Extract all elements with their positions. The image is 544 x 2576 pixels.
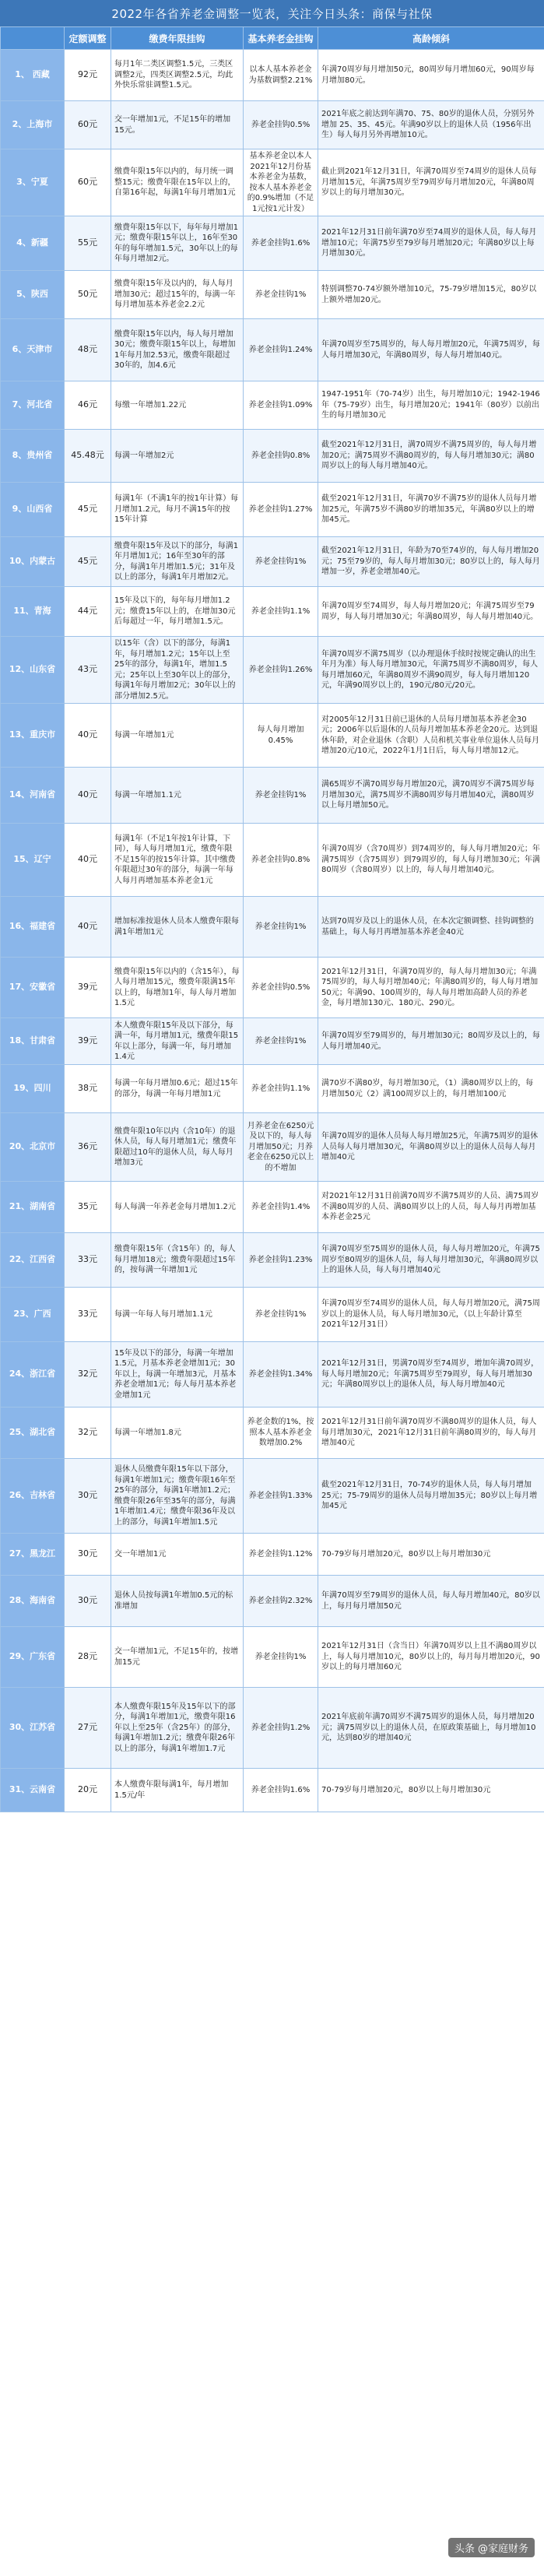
- elderly-cell: 2021年12月31日（含当日）年满70周岁以上且不满80周岁以上，每人每月增加10元，80岁以上的，每月每月增加20元，90岁以上的每月增加60元: [318, 1627, 544, 1688]
- elderly-cell: 达到70周岁及以上的退休人员，在本次定额调整、挂钩调整的基础上，每人每月再增加基本养老金40元: [318, 897, 544, 958]
- pension-cell: 养老金挂钩1.26%: [244, 637, 318, 704]
- amount-cell: 32元: [65, 1407, 111, 1459]
- pension-cell: 养老金挂钩1.1%: [244, 1065, 318, 1113]
- pension-cell: 养老金数的1%，按照本人基本养老金数增加0.2%: [244, 1407, 318, 1459]
- years-cell: 每人每满一年养老金每月增加1.2元: [111, 1182, 244, 1233]
- pension-cell: 养老金挂钩1.23%: [244, 1233, 318, 1288]
- years-cell: 每满1年（不满1年的按1年计算）每月增加1.2元，每月不满15年的按15年计算: [111, 483, 244, 537]
- table-row: [1, 1018, 544, 1065]
- province-cell: 10、内蒙古: [1, 537, 65, 587]
- elderly-cell: 年满70周岁至74周岁的退休人员，每人每月增加20元，满75周岁以上的退休人员，每人每月增加30元，（以上年龄计算至2021年12月31日）: [318, 1288, 544, 1342]
- elderly-cell: 2021年12月31日前年满70周岁不满80周岁的退休人员，每人每月增加30元，2021年12月31日前年满80周岁的，每人每月增加40元: [318, 1407, 544, 1459]
- amount-cell: 44元: [65, 587, 111, 637]
- pension-cell: 基本养老金以本人2021年12月份基本养老金为基数，按本人基本养老金的0.9%增加（不足1元按1元计发）: [244, 149, 318, 216]
- table-row: [1, 101, 544, 149]
- amount-cell: 60元: [65, 149, 111, 216]
- province-cell: 20、北京市: [1, 1113, 65, 1182]
- amount-cell: 32元: [65, 1342, 111, 1407]
- province-cell: 1、 西藏: [1, 50, 65, 101]
- years-cell: 缴费年限15年（含15年）的，每人每月增加18元；缴费年限超过15年的，按每满一年增加1元: [111, 1233, 244, 1288]
- pension-cell: 养老金挂钩0.5%: [244, 101, 318, 149]
- pension-cell: 养老金挂钩1.34%: [244, 1342, 318, 1407]
- amount-cell: 45元: [65, 537, 111, 587]
- pension-cell: 养老金挂钩1.6%: [244, 216, 318, 271]
- table-row: [1, 1233, 544, 1288]
- table-row: [1, 824, 544, 897]
- years-cell: 交一年增加1元，不足15年的增加15元。: [111, 101, 244, 149]
- province-cell: 12、山东省: [1, 637, 65, 704]
- years-cell: 每缴一年增加1.22元: [111, 381, 244, 430]
- years-cell: 每满一年每人每月增加1.1元: [111, 1288, 244, 1342]
- years-cell: 缴费年限15年以内，每人每月增加30元；缴费年限15年以上，每增加1年每月加2.53元，缴费年限超过30年的，加4.6元: [111, 319, 244, 381]
- table-row: [1, 1627, 544, 1688]
- elderly-cell: 2021年12月31日，男满70周岁至74周岁，增加年满70周岁，每人每月增加20元；年满75周岁至79周岁，每人每月增加30元；年满80周岁以上的退休人员，每人每月增加40元: [318, 1342, 544, 1407]
- amount-cell: 46元: [65, 381, 111, 430]
- pension-cell: 养老金挂钩1.6%: [244, 1769, 318, 1812]
- amount-cell: 39元: [65, 958, 111, 1018]
- header-row: [1, 27, 544, 50]
- years-cell: 每满一年每月增加0.6元；超过15年的部分，每满一年每月增加1元: [111, 1065, 244, 1113]
- elderly-cell: 2021年12月31日，年满70周岁的，每人每月增加30元；年满75周岁的，每人每月增加40元；年满80周岁的，每人每月增加50元；年满90、100周岁的，每人每月增加高龄人员的养老金，每月增加130元、180元、290元。: [318, 958, 544, 1018]
- years-cell: 缴费年限15年及以下的部分，每满1年月增加1元；16年至30年的部分，每满1年月增加1.5元；31年及以上的部分，每满1年月增加2元。: [111, 537, 244, 587]
- pension-cell: 养老金挂钩0.5%: [244, 958, 318, 1018]
- elderly-cell: 年满70周岁（含70周岁）到74周岁的，每人每月增加20元；年满75周岁（含75周岁）到79周岁的，每人每月增加30元；年满80周岁（含80周岁）以上的，每人每月增加40元。: [318, 824, 544, 897]
- province-cell: 21、湖南省: [1, 1182, 65, 1233]
- table-row: [1, 149, 544, 216]
- table-row: [1, 1288, 544, 1342]
- province-cell: 15、辽宁: [1, 824, 65, 897]
- pension-cell: 以本人基本养老金为基数调整2.21%: [244, 50, 318, 101]
- years-cell: 每满一年增加1元: [111, 704, 244, 768]
- table-row: [1, 1182, 544, 1233]
- province-cell: 16、福建省: [1, 897, 65, 958]
- amount-cell: 35元: [65, 1182, 111, 1233]
- amount-cell: 45.48元: [65, 430, 111, 483]
- amount-cell: 48元: [65, 319, 111, 381]
- years-cell: 交一年增加1元，不足15年的，按增加15元: [111, 1627, 244, 1688]
- pension-cell: 养老金挂钩1.2%: [244, 1688, 318, 1769]
- pension-cell: 养老金挂钩1%: [244, 271, 318, 319]
- province-cell: 13、重庆市: [1, 704, 65, 768]
- pension-cell: 月养老金在6250元及以下的，每人每月增加50元；月养老金在6250元以上的不增加: [244, 1113, 318, 1182]
- years-cell: 以15年（含）以下的部分，每满1年，每月增加1.2元；15年以上至25年的部分，每满1年，增加1.5元；25年以上至30年以上的部分，每满1年每月增加2元；30年以上的部分增加2.5元。: [111, 637, 244, 704]
- table-row: [1, 430, 544, 483]
- years-cell: 退休人员缴费年限15年以下部分，每满1年增加1元；缴费年限16年至25年的部分，每满1年增加1.2元；缴费年限26年至35年的部分，每满1年增加1.4元；缴费年限36年及以上的部分，每满1年增加1.5元: [111, 1459, 244, 1534]
- table-row: [1, 587, 544, 637]
- years-cell: 缴费年限15年及以内的，每人每月增加30元；超过15年的，每满一年每月增加基本养老金2.2元: [111, 271, 244, 319]
- elderly-cell: 年满70周岁至75周岁的退休人员，每人每月增加20元，年满75周岁至80周岁的退休人员，每人每月增加30元，年满80周岁以上的退休人员，每人每月增加40元: [318, 1233, 544, 1288]
- years-cell: 缴费年限15年以下，每年每月增加1元；缴费年限15年以上，16年至30年的每年增加1.5元，30年以上的每年每月增加2元。: [111, 216, 244, 271]
- pension-cell: 养老金挂钩1.09%: [244, 381, 318, 430]
- years-cell: 本人缴费年限15年及15年以下的部分，每满1年增加1元，缴费年限16年以上至25年（含25年）的部分，每满1年增加1.2元；缴费年限26年以上的部分，每满1年增加1.7元: [111, 1688, 244, 1769]
- years-cell: 缴费年限15年以内的，每月统一调整15元；缴费年限在15年以上的，自第16年起，每满1年每月增加1元: [111, 149, 244, 216]
- elderly-cell: 对2005年12月31日前已退休的人员每月增加基本养老金30元；2006年以后退休的人员每月增加基本养老金20元。达到退休年龄，对企业退休（含职）人员和机关事业单位退休人员每月增加20元/10元，2022年1月1日后，每人每月增加12元。: [318, 704, 544, 768]
- page-title: 2022年各省养老金调整一览表，关注今日头条：商保与社保: [0, 0, 544, 26]
- table-row: [1, 1576, 544, 1627]
- header-years: 缴费年限挂钩: [111, 27, 244, 50]
- years-cell: 缴费年限15年以内的（含15年），每人每月增加15元，缴费年限满15年以上的，每增加1年，每人每月增加1.5元: [111, 958, 244, 1018]
- province-cell: 6、天津市: [1, 319, 65, 381]
- province-cell: 8、贵州省: [1, 430, 65, 483]
- pension-table: [0, 26, 544, 1812]
- amount-cell: 40元: [65, 897, 111, 958]
- pension-cell: 养老金挂钩1.24%: [244, 319, 318, 381]
- province-cell: 23、广西: [1, 1288, 65, 1342]
- province-cell: 19、四川: [1, 1065, 65, 1113]
- pension-cell: 养老金挂钩1.4%: [244, 1182, 318, 1233]
- table-row: [1, 537, 544, 587]
- province-cell: 28、海南省: [1, 1576, 65, 1627]
- elderly-cell: 年满70周岁至79周岁的，每月增加30元；80周岁及以上的，每人每月增加40元。: [318, 1018, 544, 1065]
- province-cell: 4、新疆: [1, 216, 65, 271]
- years-cell: 交一年增加1元: [111, 1534, 244, 1576]
- pension-cell: 养老金挂钩1%: [244, 1627, 318, 1688]
- amount-cell: 55元: [65, 216, 111, 271]
- elderly-cell: 70-79岁每月增加20元，80岁以上每月增加30元: [318, 1769, 544, 1812]
- pension-cell: 养老金挂钩0.8%: [244, 430, 318, 483]
- pension-cell: 养老金挂钩1%: [244, 897, 318, 958]
- table-row: [1, 319, 544, 381]
- years-cell: 增加标准按退休人员本人缴费年限每满1年增加1元: [111, 897, 244, 958]
- amount-cell: 40元: [65, 768, 111, 824]
- province-cell: 31、云南省: [1, 1769, 65, 1812]
- years-cell: 缴费年限10年以内（含10年）的退休人员，每人每月增加1元；缴费年限超过10年的退休人员，每人每月增加3元: [111, 1113, 244, 1182]
- amount-cell: 27元: [65, 1688, 111, 1769]
- table-row: [1, 1688, 544, 1769]
- elderly-cell: 截至2021年12月31日，70-74岁的退休人员，每人每月增加25元；75-79周岁的退休人员每月增加35元；80岁以上每月增加45元: [318, 1459, 544, 1534]
- table-row: [1, 1113, 544, 1182]
- years-cell: 15年及以下的部分，每满一年增加1.5元，月基本养老金增加1元；30年以上，每满一年增加3元，月基本养老金增加1元；每人每月基本养老金增加1元: [111, 1342, 244, 1407]
- province-cell: 30、江苏省: [1, 1688, 65, 1769]
- header-amount: 定额调整: [65, 27, 111, 50]
- years-cell: 每满一年增加1.1元: [111, 768, 244, 824]
- pension-cell: 养老金挂钩1.27%: [244, 483, 318, 537]
- amount-cell: 38元: [65, 1065, 111, 1113]
- amount-cell: 43元: [65, 637, 111, 704]
- province-cell: 5、陕西: [1, 271, 65, 319]
- pension-cell: 养老金挂钩1%: [244, 1288, 318, 1342]
- table-row: [1, 637, 544, 704]
- pension-cell: 养老金挂钩1%: [244, 1018, 318, 1065]
- years-cell: 每满一年增加1.8元: [111, 1407, 244, 1459]
- table-row: [1, 1065, 544, 1113]
- table-row: [1, 958, 544, 1018]
- table-row: [1, 50, 544, 101]
- elderly-cell: 70-79岁每月增加20元，80岁以上每月增加30元: [318, 1534, 544, 1576]
- table-row: [1, 1407, 544, 1459]
- province-cell: 22、江西省: [1, 1233, 65, 1288]
- years-cell: 每满1年（不足1年按1年计算，下同），每人每月增加1元，缴费年限不足15年的按15年计算。其中缴费年限超过30年的部分，每满一年每人每月再增加基本养老金1元: [111, 824, 244, 897]
- header-pension: 基本养老金挂钩: [244, 27, 318, 50]
- province-cell: 25、湖北省: [1, 1407, 65, 1459]
- amount-cell: 28元: [65, 1627, 111, 1688]
- province-cell: 17、安徽省: [1, 958, 65, 1018]
- elderly-cell: 年满70周岁至79周岁的退休人员，每人每月增加40元，80岁以上，每月每月增加50元: [318, 1576, 544, 1627]
- amount-cell: 30元: [65, 1459, 111, 1534]
- amount-cell: 33元: [65, 1288, 111, 1342]
- elderly-cell: 年满70周岁每月增加50元，80周岁每月增加60元，90周岁每月增加80元。: [318, 50, 544, 101]
- pension-cell: 养老金挂钩2.32%: [244, 1576, 318, 1627]
- amount-cell: 92元: [65, 50, 111, 101]
- years-cell: 每月1年二类区调整1.5元，三类区调整2元，四类区调整2.5元，均此外快乐常驻调整1.5元。: [111, 50, 244, 101]
- years-cell: 本人缴费年限15年及以下部分，每满一年，每月增加1元，缴费年限15年以上部分，每满一年，每月增加1.4元: [111, 1018, 244, 1065]
- province-cell: 3、宁夏: [1, 149, 65, 216]
- amount-cell: 40元: [65, 824, 111, 897]
- elderly-cell: 截至2021年12月31日，年龄为70至74岁的，每人每月增加20元；75至79岁的，每人每月增加30元；80岁以上的，每人每月增加一岁，养老金增加40元。: [318, 537, 544, 587]
- table-row: [1, 897, 544, 958]
- elderly-cell: 特别调整70-74岁额外增加10元，75-79岁增加15元，80岁以上额外增加20元。: [318, 271, 544, 319]
- pension-cell: 养老金挂钩1%: [244, 768, 318, 824]
- elderly-cell: 年满70周岁至75周岁的，每人每月增加20元，年满75周岁，每人每月增加30元，年满80周岁，每人每月增加40元。: [318, 319, 544, 381]
- elderly-cell: 截至2021年12月31日，年满70岁不满75岁的退休人员每月增加25元，年满75岁不满80岁的增加35元，年满80岁以上的增加45元。: [318, 483, 544, 537]
- amount-cell: 30元: [65, 1576, 111, 1627]
- elderly-cell: 2021年底前年满70周岁不满75周岁的退休人员，每月增加20元；满75周岁以上的退休人员，在原政策基础上，每月增加10元，达到80岁的增加40元: [318, 1688, 544, 1769]
- province-cell: 2、上海市: [1, 101, 65, 149]
- amount-cell: 40元: [65, 704, 111, 768]
- elderly-cell: 年满70周岁的退休人员每人每月增加25元，年满75周岁的退休人员每人每月增加30元，年满80周岁以上的退休人员每人每月增加40元: [318, 1113, 544, 1182]
- province-cell: 26、吉林省: [1, 1459, 65, 1534]
- pension-cell: 养老金挂钩1.12%: [244, 1534, 318, 1576]
- amount-cell: 45元: [65, 483, 111, 537]
- years-cell: 每满一年增加2元: [111, 430, 244, 483]
- province-cell: 7、河北省: [1, 381, 65, 430]
- pension-cell: 养老金挂钩1.1%: [244, 587, 318, 637]
- amount-cell: 33元: [65, 1233, 111, 1288]
- elderly-cell: 满70岁不满80岁，每月增加30元，（1）满80周岁以上的，每月增加50元（2）满100周岁以上的，每月增加100元: [318, 1065, 544, 1113]
- table-body: [1, 50, 544, 1812]
- amount-cell: 50元: [65, 271, 111, 319]
- table-row: [1, 271, 544, 319]
- elderly-cell: 年满70周岁不满75周岁（以办理退休手续时按规定确认的出生年月为准）每人每月增加30元，年满75周岁不满80周岁，每人每月增加60元，年满80周岁不满90周岁，每人每月增加120元，年满90周岁以上的，190元/80元/20元。: [318, 637, 544, 704]
- table-row: [1, 483, 544, 537]
- table-row: [1, 1769, 544, 1812]
- amount-cell: 20元: [65, 1769, 111, 1812]
- table-row: [1, 704, 544, 768]
- header-province: [1, 27, 65, 50]
- amount-cell: 39元: [65, 1018, 111, 1065]
- table-row: [1, 381, 544, 430]
- table-row: [1, 1534, 544, 1576]
- amount-cell: 30元: [65, 1534, 111, 1576]
- province-cell: 24、浙江省: [1, 1342, 65, 1407]
- years-cell: 15年及以下的，每年每月增加1.2元；缴费15年以上的，在增加30元后每超过一年，每月增加1.5元。: [111, 587, 244, 637]
- elderly-cell: 对2021年12月31日前满70周岁不满75周岁的人员、满75周岁不满80周岁的人员、满80周岁以上的人员，每人每月再增加基本养老金25元: [318, 1182, 544, 1233]
- elderly-cell: 年满70周岁至74周岁，每人每月增加20元；年满75周岁至79周岁，每人每月增加30元；年满80周岁，每人每月增加40元。: [318, 587, 544, 637]
- province-cell: 9、山西省: [1, 483, 65, 537]
- table-row: [1, 1459, 544, 1534]
- elderly-cell: 满65周岁不满70周岁每月增加20元，满70周岁不满75周岁每月增加30元，满75周岁不满80周岁每月增加40元，满80周岁以上每月增加50元。: [318, 768, 544, 824]
- province-cell: 27、黑龙江: [1, 1534, 65, 1576]
- elderly-cell: 截止到2021年12月31日，年满70周岁至74周岁的退休人员每月增加15元，年满75周岁至79周岁每月增加20元，年满80周岁以上的每月增加30元。: [318, 149, 544, 216]
- elderly-cell: 截至2021年12月31日，满70周岁不满75周岁的，每人每月增加20元；满75周岁不满80周岁的，每人每月增加30元；满80周岁以上的每人每月增加40元。: [318, 430, 544, 483]
- province-cell: 18、甘肃省: [1, 1018, 65, 1065]
- pension-cell: 每人每月增加0.45%: [244, 704, 318, 768]
- years-cell: 退休人员按每满1年增加0.5元的标准增加: [111, 1576, 244, 1627]
- pension-cell: 养老金挂钩1.33%: [244, 1459, 318, 1534]
- years-cell: 本人缴费年限每满1年，每月增加1.5元/年: [111, 1769, 244, 1812]
- table-row: [1, 1342, 544, 1407]
- elderly-cell: 2021年12月31日前年满70岁至74周岁的退休人员，每人每月增加10元；年满75岁至79岁每月增加20元；年满80岁以上每月增加30元。: [318, 216, 544, 271]
- pension-cell: 养老金挂钩1%: [244, 537, 318, 587]
- province-cell: 29、广东省: [1, 1627, 65, 1688]
- watermark: 头条 @家庭财务: [448, 2538, 535, 2557]
- amount-cell: 60元: [65, 101, 111, 149]
- table-row: [1, 768, 544, 824]
- elderly-cell: 1947-1951年（70-74岁）出生，每月增加10元；1942-1946年（75-79岁）出生，每月增加20元；1941年（80岁）以前出生的每月增加30元: [318, 381, 544, 430]
- amount-cell: 36元: [65, 1113, 111, 1182]
- pension-cell: 养老金挂钩0.8%: [244, 824, 318, 897]
- table-row: [1, 216, 544, 271]
- province-cell: 14、河南省: [1, 768, 65, 824]
- elderly-cell: 2021年底之前达到年满70、75、80岁的退休人员，分别另外增加 25、35、45元。年满90岁以上的退休人员（1956年出生）每人每月另外再增加10元。: [318, 101, 544, 149]
- header-elderly: 高龄倾斜: [318, 27, 544, 50]
- province-cell: 11、青海: [1, 587, 65, 637]
